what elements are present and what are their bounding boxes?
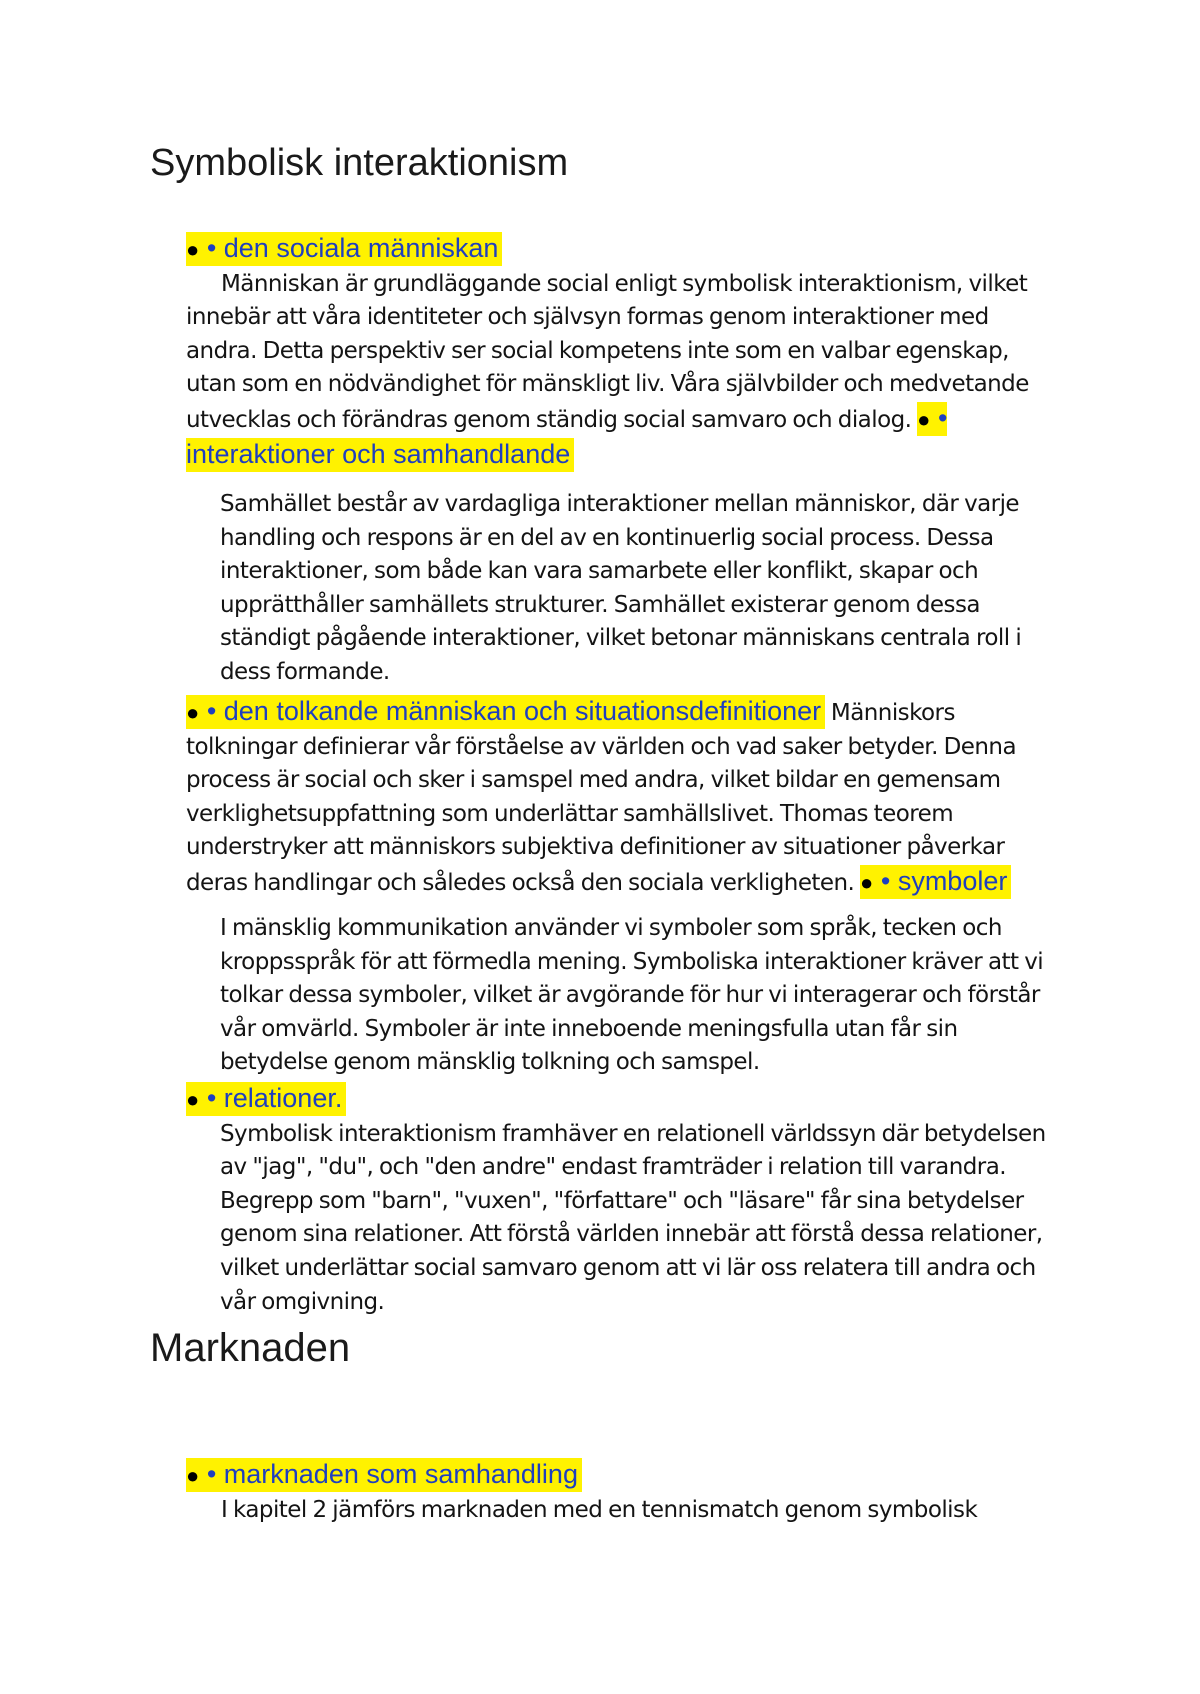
section-heading-symbolisk: Symbolisk interaktionism [150,142,569,184]
highlighted-title [186,1458,582,1492]
item-title: • relationer. [206,1083,343,1113]
item-marknaden-som-samhandling [186,1458,1066,1527]
item-title: • den sociala människan [206,233,499,263]
item-symboler [220,912,1066,1080]
item-title-line [186,1082,1066,1118]
item-title: • symboler [880,865,1008,896]
bullet-icon: ● [186,1087,200,1112]
item-paragraph [186,268,1036,474]
item-den-sociala-manniskan [186,232,1036,473]
item-title-line [186,1458,1066,1494]
highlighted-title [860,865,1011,899]
item-title: • den tolkande människan och situationsdefinitioner [206,696,822,726]
item-interaktioner-och-samhandlande [220,488,1066,690]
bullet-icon: ● [186,700,200,725]
item-title: • marknaden som samhandling [206,1459,578,1489]
item-paragraph: Symbolisk interaktionism framhäver en relationell världssyn där betydelsen av "jag", "du", och "den andre" endast framträder i relation till varandra. Begrepp som "barn", "vuxen", "författare" och "läsare" får sina betydelser genom sina relationer. Att förstå världen innebär att förstå dessa relationer, vilket underlättar social samvaro genom att vi lär oss relatera till andra och vår omgivning. [220,1120,1046,1315]
bullet-icon: ● [186,1463,200,1488]
bullet-icon: ● [917,406,931,432]
item-den-tolkande-manniskan [186,695,1066,901]
item-relationer [186,1082,1066,1319]
item-paragraph: I mänsklig kommunikation använder vi symboler som språk, tecken och kroppsspråk för att förmedla mening. Symboliska interaktioner kräver att vi tolkar dessa symboler, vilket är avgörande för hur vi interagerar och förstår vår omvärld. Symboler är inte inneboende meningsfulla utan får sin betydelse genom mänsklig tolkning och samspel. [220,915,1044,1076]
item-title-line [186,232,1036,268]
paragraph-text: Människan är grundläggande social enligt symbolisk interaktionism, vilket innebär att våra identiteter och självsyn formas genom interaktioner med andra. Detta perspektiv ser social kompetens inte som en valbar egenskap, utan som en nödvändighet för mänskligt liv. Våra självbilder och medvetande utvecklas och förändras genom ständig social samvaro och dialog. [186,270,1029,433]
highlighted-title [186,1082,346,1116]
item-paragraph [186,695,1066,901]
item-paragraph: I kapitel 2 jämförs marknaden med en tennismatch genom symbolisk [221,1496,978,1523]
bullet-icon: ● [186,237,200,262]
bullet-icon: ● [860,869,874,895]
highlighted-title [186,695,825,729]
item-title: • interaktioner och samhandlande [186,402,948,469]
item-paragraph: Samhället består av vardagliga interaktioner mellan människor, där varje handling och respons är en del av en kontinuerlig social process. Dessa interaktioner, som både kan vara samarbete eller konflikt, skapar och upprätthåller samhällets strukturer. Samhället existerar genom dessa ständigt pågående interaktioner, vilket betonar människans centrala roll i dess formande. [220,491,1022,685]
section-heading-marknaden: Marknaden [150,1326,351,1370]
paragraph-text: Människors tolkningar definierar vår förståelse av världen och vad saker betyder. Denna process är social och sker i samspel med andra, vilket bildar en gemensam verklighetsuppfattning som underlättar samhällslivet. Thomas teorem understryker att människors subjektiva definitioner av situationer påverkar deras handlingar och således också den sociala verkligheten. [186,700,1016,896]
highlighted-title [186,232,502,266]
